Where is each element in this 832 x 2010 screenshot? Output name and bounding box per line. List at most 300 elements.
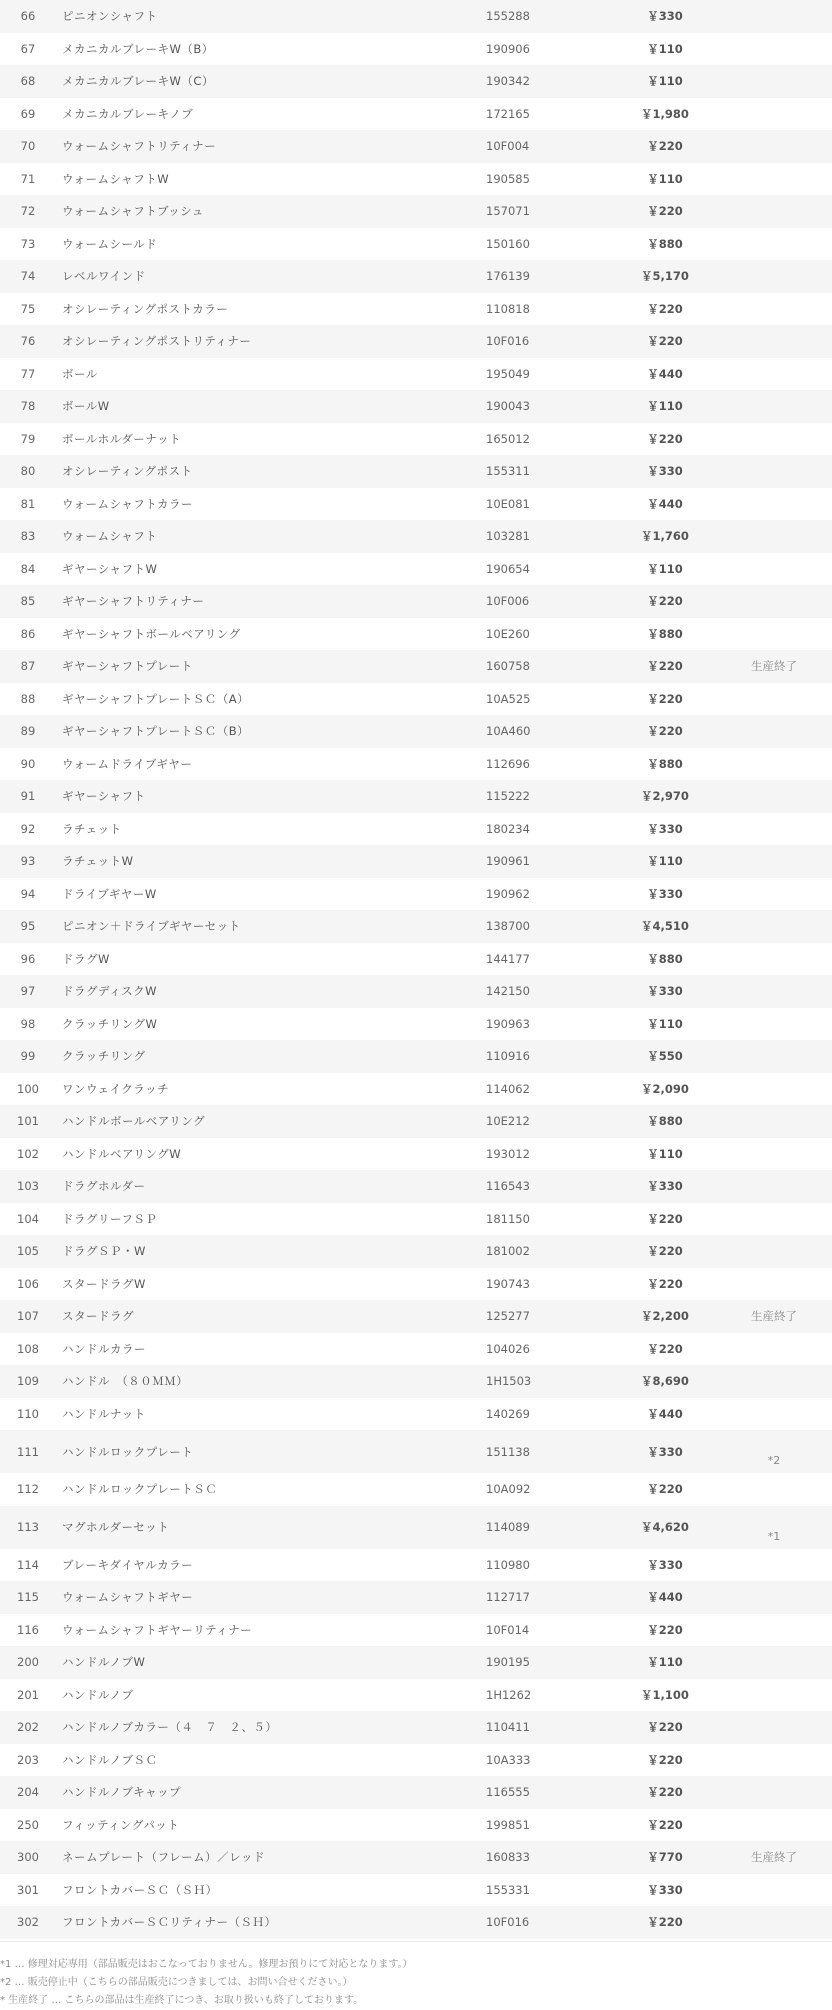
part-number: 112 <box>17 1482 39 1497</box>
part-number: 116 <box>17 1622 39 1637</box>
part-name: メカニカルブレーキW（B） <box>62 41 214 56</box>
part-code: 155311 <box>486 464 530 479</box>
part-code: 1H1262 <box>486 1687 532 1702</box>
table-row <box>0 650 832 683</box>
part-note <box>730 98 818 131</box>
part-number: 107 <box>17 1309 39 1324</box>
footnote-repair-only: *1 … 修理対応専用（部品販売はおこなっておりません。修理お預りにて対応となります。） <box>0 1959 413 1970</box>
part-name: ラチェット <box>62 821 122 836</box>
part-name: ギヤーシャフトW <box>62 561 158 576</box>
part-note: 生産終了 <box>751 1309 797 1324</box>
part-price: ￥110 <box>647 854 683 869</box>
part-number: 74 <box>20 269 36 284</box>
footnote-sales-suspended: *2 … 販売停止中（こちらの部品販売につきましては、お問い合せください。） <box>0 1977 353 1988</box>
part-note <box>730 293 818 326</box>
part-code: 190743 <box>486 1276 530 1291</box>
part-note <box>730 1203 818 1236</box>
part-price: ￥220 <box>647 301 683 316</box>
part-code: 180234 <box>486 821 530 836</box>
part-price: ￥220 <box>647 1752 683 1767</box>
part-price: ￥220 <box>647 1244 683 1259</box>
table-row <box>0 98 832 131</box>
part-price: ￥110 <box>647 74 683 89</box>
part-note <box>730 553 818 586</box>
part-name: ハンドルカラー <box>62 1341 146 1356</box>
part-price: ￥220 <box>647 1817 683 1832</box>
table-row <box>0 910 832 943</box>
table-row <box>0 0 832 33</box>
part-code: 176139 <box>486 269 530 284</box>
part-code: 190962 <box>486 886 530 901</box>
part-price: ￥110 <box>647 1016 683 1031</box>
part-note <box>730 943 818 976</box>
part-number: 86 <box>20 626 36 641</box>
table-row <box>0 1841 832 1874</box>
part-number: 104 <box>17 1211 39 1226</box>
table-row <box>0 1040 832 1073</box>
part-number: 301 <box>17 1882 39 1897</box>
table-row <box>0 1809 832 1842</box>
part-name: ギヤーシャフトボールベアリング <box>62 626 241 641</box>
part-number: 110 <box>17 1406 39 1421</box>
part-number: 66 <box>20 9 36 24</box>
part-price: ￥220 <box>647 1341 683 1356</box>
part-number: 80 <box>20 464 36 479</box>
part-name: ギヤーシャフト <box>62 789 146 804</box>
part-name: ブレーキダイヤルカラー <box>62 1557 194 1572</box>
part-price: ￥330 <box>647 821 683 836</box>
part-number: 69 <box>20 106 36 121</box>
part-name: ハンドルロックプレートＳＣ <box>62 1482 218 1497</box>
part-price: ￥440 <box>647 1406 683 1421</box>
part-note <box>730 1268 818 1301</box>
part-note <box>730 520 818 553</box>
table-row <box>0 1614 832 1647</box>
part-note <box>730 618 818 651</box>
part-number: 202 <box>17 1720 39 1735</box>
part-name: スタードラグ <box>62 1309 134 1324</box>
part-code: 110411 <box>486 1720 530 1735</box>
part-note <box>730 130 818 163</box>
part-price: ￥220 <box>647 1211 683 1226</box>
part-name: ギヤーシャフトリティナー <box>62 594 205 609</box>
part-price: ￥880 <box>647 756 683 771</box>
part-note <box>730 845 818 878</box>
part-note <box>730 260 818 293</box>
part-number: 203 <box>17 1752 39 1767</box>
part-name: ウォームシャフトカラー <box>62 496 193 511</box>
part-code: 190585 <box>486 171 530 186</box>
part-number: 105 <box>17 1244 39 1259</box>
part-price: ￥220 <box>647 1785 683 1800</box>
part-note <box>730 780 818 813</box>
part-code: 10F004 <box>486 139 530 154</box>
part-code: 190654 <box>486 561 530 576</box>
part-name: レベルワインド <box>62 269 146 284</box>
table-row <box>0 1679 832 1712</box>
part-number: 200 <box>17 1655 39 1670</box>
part-code: 142150 <box>486 984 530 999</box>
part-note <box>730 358 818 391</box>
part-name: ウォームシャフトギヤー <box>62 1590 194 1605</box>
part-code: 10E260 <box>486 626 530 641</box>
part-number: 109 <box>17 1374 39 1389</box>
table-row <box>0 358 832 391</box>
part-number: 67 <box>20 41 36 56</box>
part-price: ￥110 <box>647 1655 683 1670</box>
part-name: ネームプレート（フレーム）／レッド <box>62 1850 265 1865</box>
table-row <box>0 130 832 163</box>
part-price: ￥330 <box>647 1444 683 1459</box>
part-price: ￥330 <box>647 1179 683 1194</box>
part-code: 115222 <box>486 789 530 804</box>
part-name: ギヤーシャフトプレートＳＣ（A） <box>62 691 250 706</box>
part-number: 71 <box>20 171 36 186</box>
part-price: ￥220 <box>647 691 683 706</box>
part-code: 140269 <box>486 1406 530 1421</box>
part-code: 116543 <box>486 1179 530 1194</box>
part-number: 113 <box>17 1520 39 1534</box>
table-row <box>0 1008 832 1041</box>
table-row <box>0 683 832 716</box>
part-price: ￥220 <box>647 1276 683 1291</box>
table-row <box>0 1268 832 1301</box>
part-name: ハンドルノブキャップ <box>62 1785 182 1800</box>
part-code: 104026 <box>486 1341 530 1356</box>
part-name: ウォームシャフトブッシュ <box>62 204 204 219</box>
part-code: 190963 <box>486 1016 530 1031</box>
part-code: 151138 <box>486 1444 530 1459</box>
part-price: ￥550 <box>647 1049 683 1064</box>
part-code: 195049 <box>486 366 530 381</box>
part-price: ￥770 <box>647 1850 683 1865</box>
part-name: メカニカルブレーキW（C） <box>62 74 214 89</box>
part-code: 10E081 <box>486 496 530 511</box>
part-note <box>730 1744 818 1777</box>
table-row <box>0 1073 832 1106</box>
table-row <box>0 1235 832 1268</box>
part-note: 生産終了 <box>751 659 797 674</box>
part-price: ￥110 <box>647 171 683 186</box>
part-number: 95 <box>20 919 36 934</box>
part-number: 78 <box>20 399 36 414</box>
part-note <box>730 748 818 781</box>
part-note <box>730 1581 818 1614</box>
part-price: ￥220 <box>647 724 683 739</box>
part-price: ￥440 <box>647 366 683 381</box>
table-row <box>0 1549 832 1582</box>
table-row <box>0 715 832 748</box>
part-number: 70 <box>20 139 36 154</box>
table-row <box>0 1365 832 1398</box>
part-code: 144177 <box>486 951 530 966</box>
part-price: ￥330 <box>647 9 683 24</box>
part-price: ￥1,980 <box>641 106 689 121</box>
part-name: ピニオンシャフト <box>62 9 158 24</box>
part-code: 172165 <box>486 106 530 121</box>
part-code: 112696 <box>486 756 530 771</box>
part-code: 181002 <box>486 1244 530 1259</box>
part-code: 10A333 <box>486 1752 531 1767</box>
part-name: ハンドルボールベアリング <box>62 1114 206 1129</box>
part-note <box>730 1776 818 1809</box>
table-row <box>0 325 832 358</box>
part-note <box>730 1105 818 1138</box>
part-price: ￥1,100 <box>641 1687 689 1702</box>
part-price: ￥220 <box>647 1915 683 1930</box>
part-number: 94 <box>20 886 36 901</box>
part-code: 10A092 <box>486 1482 531 1497</box>
part-note <box>730 1646 818 1679</box>
part-price: ￥330 <box>647 1882 683 1897</box>
part-name: ドラグＳＰ・W <box>62 1244 146 1259</box>
part-price: ￥220 <box>647 334 683 349</box>
table-row <box>0 520 832 553</box>
part-note <box>730 1170 818 1203</box>
table-row <box>0 488 832 521</box>
table-row <box>0 1300 832 1333</box>
part-code: 190961 <box>486 854 530 869</box>
part-note: *1 <box>767 1529 781 1543</box>
part-code: 114062 <box>486 1081 530 1096</box>
part-code: 181150 <box>486 1211 530 1226</box>
part-code: 10E212 <box>486 1114 530 1129</box>
part-name: ドラグリーフＳＰ <box>62 1211 158 1226</box>
part-note <box>730 488 818 521</box>
part-note <box>730 1711 818 1744</box>
part-price: ￥110 <box>647 1146 683 1161</box>
part-name: フィッティングパット <box>62 1817 180 1832</box>
part-code: 155288 <box>486 9 530 24</box>
part-number: 79 <box>20 431 36 446</box>
table-row <box>0 1105 832 1138</box>
part-note <box>730 33 818 66</box>
part-name: ウォームシャフト <box>62 529 158 544</box>
part-name: メカニカルブレーキノブ <box>62 106 194 121</box>
part-number: 83 <box>20 529 36 544</box>
part-number: 81 <box>20 496 36 511</box>
part-code: 112717 <box>486 1590 530 1605</box>
part-note <box>730 228 818 261</box>
table-row <box>0 1203 832 1236</box>
part-name: ウォームシャフトギヤーリティナー <box>62 1622 253 1637</box>
part-number: 88 <box>20 691 36 706</box>
part-number: 97 <box>20 984 36 999</box>
table-row <box>0 65 832 98</box>
footnote-discontinued: * 生産終了 … こちらの部品は生産終了につき、お取り扱いも終了しております。 <box>0 1995 364 2006</box>
table-row <box>0 943 832 976</box>
part-price: ￥220 <box>647 1720 683 1735</box>
part-number: 96 <box>20 951 36 966</box>
part-number: 93 <box>20 854 36 869</box>
part-price: ￥220 <box>647 1482 683 1497</box>
part-name: ワンウェイクラッチ <box>62 1081 170 1096</box>
part-price: ￥330 <box>647 984 683 999</box>
table-row <box>0 780 832 813</box>
part-number: 300 <box>17 1850 39 1865</box>
part-note <box>730 1040 818 1073</box>
part-note <box>730 423 818 456</box>
table-row <box>0 553 832 586</box>
table-row <box>0 1646 832 1679</box>
part-name: ハンドルナット <box>62 1406 146 1421</box>
part-name: ボール <box>62 366 98 381</box>
part-code: 110818 <box>486 301 530 316</box>
part-note <box>730 910 818 943</box>
table-row <box>0 975 832 1008</box>
part-note <box>730 813 818 846</box>
part-note <box>730 0 818 33</box>
part-number: 99 <box>20 1049 36 1064</box>
part-price: ￥220 <box>647 594 683 609</box>
table-row <box>0 260 832 293</box>
part-number: 101 <box>17 1114 39 1129</box>
table-row <box>0 163 832 196</box>
part-name: クラッチリングW <box>62 1016 158 1031</box>
part-note <box>730 1235 818 1268</box>
part-code: 190342 <box>486 74 530 89</box>
part-number: 72 <box>20 204 36 219</box>
part-price: ￥110 <box>647 399 683 414</box>
part-note <box>730 878 818 911</box>
part-name: ウォームシャフトW <box>62 171 170 186</box>
table-row <box>0 1473 832 1506</box>
part-number: 73 <box>20 236 36 251</box>
part-number: 90 <box>20 756 36 771</box>
part-code: 116555 <box>486 1785 530 1800</box>
part-number: 98 <box>20 1016 36 1031</box>
part-number: 201 <box>17 1687 39 1702</box>
part-code: 155331 <box>486 1882 530 1897</box>
part-name: ギヤーシャフトプレートＳＣ（B） <box>62 724 250 739</box>
part-name: ドライブギヤーW <box>62 886 157 901</box>
part-number: 92 <box>20 821 36 836</box>
part-number: 204 <box>17 1785 39 1800</box>
part-number: 84 <box>20 561 36 576</box>
part-code: 10F016 <box>486 1915 530 1930</box>
part-code: 157071 <box>486 204 530 219</box>
part-note: *2 <box>767 1454 781 1467</box>
part-name: ハンドルノブW <box>62 1655 146 1670</box>
part-note <box>730 1333 818 1366</box>
part-code: 1H1503 <box>486 1374 532 1389</box>
table-row <box>0 845 832 878</box>
part-note <box>730 65 818 98</box>
part-price: ￥880 <box>647 236 683 251</box>
part-code: 114089 <box>486 1520 530 1534</box>
part-note <box>730 325 818 358</box>
part-price: ￥880 <box>647 951 683 966</box>
part-price: ￥330 <box>647 464 683 479</box>
part-name: クラッチリング <box>62 1049 146 1064</box>
part-number: 77 <box>20 366 36 381</box>
part-code: 10A525 <box>486 691 531 706</box>
part-note: 生産終了 <box>751 1850 797 1865</box>
part-note <box>730 1398 818 1431</box>
part-code: 190906 <box>486 41 530 56</box>
part-number: 87 <box>20 659 36 674</box>
table-row <box>0 618 832 651</box>
part-note <box>730 390 818 423</box>
part-name: ウォームシールド <box>62 236 158 251</box>
part-note <box>730 975 818 1008</box>
part-number: 89 <box>20 724 36 739</box>
part-number: 250 <box>17 1817 39 1832</box>
table-row <box>0 455 832 488</box>
part-note <box>730 683 818 716</box>
part-number: 103 <box>17 1179 39 1194</box>
part-number: 85 <box>20 594 36 609</box>
part-price: ￥4,510 <box>641 919 689 934</box>
table-row <box>0 390 832 423</box>
part-name: ハンドルノブ <box>62 1687 134 1702</box>
table-row <box>0 1398 832 1431</box>
part-name: ボールホルダーナット <box>62 431 182 446</box>
table-row <box>0 878 832 911</box>
part-price: ￥440 <box>647 496 683 511</box>
part-name: ギヤーシャフトプレート <box>62 659 193 674</box>
part-code: 160758 <box>486 659 530 674</box>
table-row <box>0 423 832 456</box>
part-price: ￥5,170 <box>641 269 689 284</box>
part-code: 190043 <box>486 399 530 414</box>
part-price: ￥2,200 <box>641 1309 689 1324</box>
part-price: ￥220 <box>647 1622 683 1637</box>
part-note <box>730 1138 818 1171</box>
part-note <box>730 195 818 228</box>
table-row <box>0 1906 832 1939</box>
table-row <box>0 1333 832 1366</box>
part-name: ピニオン＋ドライブギヤーセット <box>62 919 241 934</box>
part-note <box>730 1874 818 1907</box>
part-number: 114 <box>17 1557 39 1572</box>
part-number: 108 <box>17 1341 39 1356</box>
part-name: オシレーティングポストカラー <box>62 301 229 316</box>
part-note <box>730 715 818 748</box>
part-note <box>730 585 818 618</box>
part-code: 190195 <box>486 1655 530 1670</box>
part-note <box>730 1365 818 1398</box>
part-code: 110916 <box>486 1049 530 1064</box>
part-name: オシレーティングポストリティナー <box>62 334 252 349</box>
part-code: 193012 <box>486 1146 530 1161</box>
part-name: オシレーティングポスト <box>62 464 193 479</box>
part-number: 100 <box>17 1081 39 1096</box>
part-code: 103281 <box>486 529 530 544</box>
part-price: ￥220 <box>647 659 683 674</box>
part-price: ￥330 <box>647 886 683 901</box>
part-name: ボールW <box>62 399 110 414</box>
part-note <box>730 1906 818 1939</box>
part-number: 115 <box>17 1590 39 1605</box>
table-row <box>0 293 832 326</box>
part-name: ハンドルノブＳＣ <box>62 1752 158 1767</box>
table-row <box>0 1506 832 1549</box>
part-price: ￥330 <box>647 1557 683 1572</box>
part-price: ￥440 <box>647 1590 683 1605</box>
part-name: ハンドルロックプレート <box>62 1444 194 1459</box>
part-note <box>730 1549 818 1582</box>
table-row <box>0 195 832 228</box>
part-code: 10F006 <box>486 594 530 609</box>
part-note <box>730 1679 818 1712</box>
part-name: ドラグホルダー <box>62 1179 146 1194</box>
part-note <box>730 1473 818 1506</box>
part-note <box>730 1008 818 1041</box>
table-row <box>0 1170 832 1203</box>
table-row <box>0 585 832 618</box>
part-price: ￥220 <box>647 431 683 446</box>
